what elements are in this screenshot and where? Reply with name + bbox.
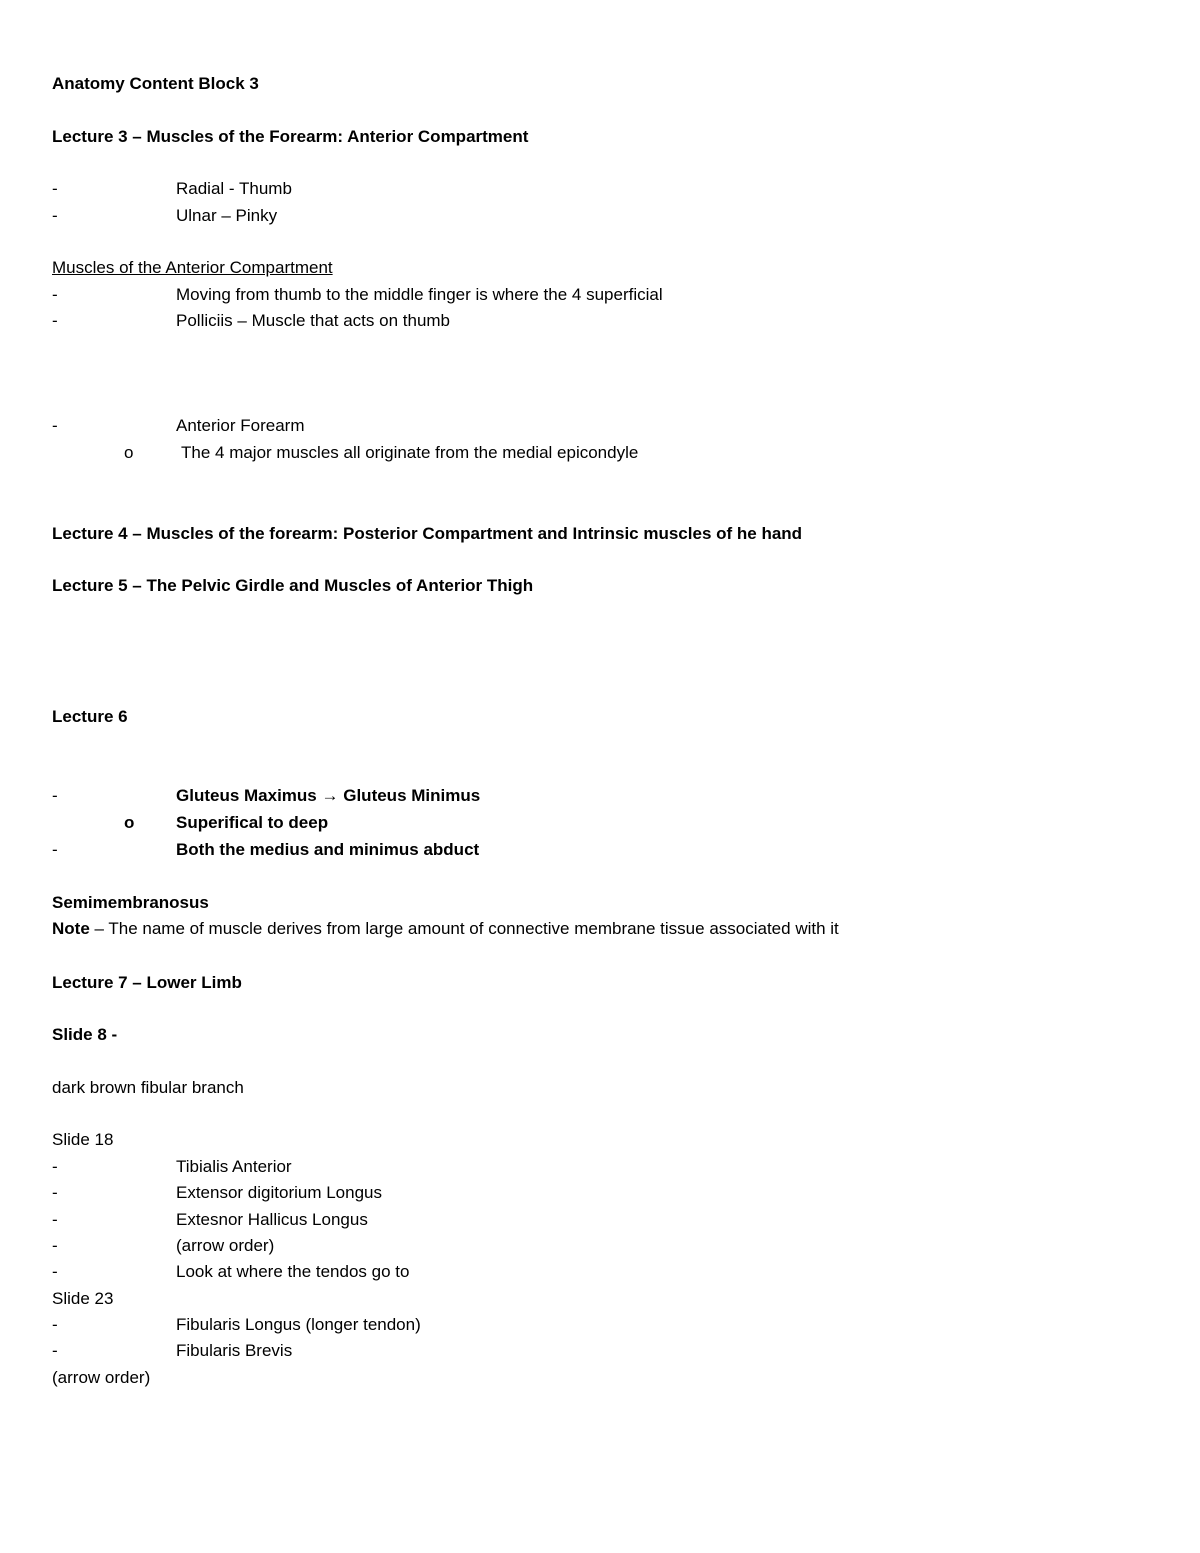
list-item	[0, 786, 1200, 806]
bullet-dash: -	[52, 1341, 58, 1360]
bullet-dash: -	[52, 1315, 58, 1334]
lecture-4-heading: Lecture 4 – Muscles of the forearm: Posterior Compartment and Intrinsic muscles of he hand	[52, 524, 803, 543]
gluteus-minimus-text: Gluteus Minimus	[343, 786, 481, 805]
list-item	[0, 1157, 1200, 1177]
document-title: Anatomy Content Block 3	[52, 74, 259, 93]
bullet-dash: -	[52, 1236, 58, 1255]
list-item-text: Ulnar – Pinky	[176, 206, 278, 225]
list-item-text: The 4 major muscles all originate from the medial epicondyle	[181, 443, 639, 462]
section-subheading: Muscles of the Anterior Compartment	[52, 258, 333, 277]
lecture-3-heading: Lecture 3 – Muscles of the Forearm: Anterior Compartment	[52, 127, 529, 146]
note-text: – The name of muscle derives from large amount of connective membrane tissue associated with it	[89, 919, 839, 938]
lecture-5-heading: Lecture 5 – The Pelvic Girdle and Muscles of Anterior Thigh	[52, 576, 534, 595]
list-item	[0, 285, 1200, 305]
list-item	[0, 1341, 1200, 1361]
bullet-dash: -	[52, 1157, 58, 1176]
note-line	[52, 919, 839, 939]
arrow-right-icon: →	[321, 786, 339, 805]
bullet-dash: -	[52, 311, 58, 330]
list-item	[0, 1262, 1200, 1282]
list-item	[0, 416, 1200, 436]
list-item-text: (arrow order)	[176, 1236, 275, 1255]
semimembranosus-heading: Semimembranosus	[52, 893, 209, 912]
gluteus-maximus-text: Gluteus Maximus	[176, 786, 317, 805]
list-item-text: Radial - Thumb	[176, 179, 292, 198]
list-item-text: Look at where the tendos go to	[176, 1262, 410, 1281]
list-item-text: Fibularis Longus (longer tendon)	[176, 1315, 421, 1334]
list-item-text: Moving from thumb to the middle finger is where the 4 superficial	[176, 285, 663, 304]
list-item	[0, 1210, 1200, 1230]
bullet-dash: -	[52, 179, 58, 198]
list-item	[0, 1183, 1200, 1203]
slide-18-heading: Slide 18	[52, 1130, 114, 1149]
list-item-text: Anterior Forearm	[176, 416, 305, 435]
list-item-text: Both the medius and minimus abduct	[176, 840, 480, 859]
bullet-dash: -	[52, 416, 58, 435]
slide-23-heading: Slide 23	[52, 1289, 114, 1308]
bullet-dash: -	[52, 840, 58, 859]
slide-8-text: dark brown fibular branch	[52, 1078, 244, 1097]
list-item	[0, 206, 1200, 226]
list-item	[0, 1315, 1200, 1335]
list-item-text: Extesnor Hallicus Longus	[176, 1210, 368, 1229]
bullet-circle: o	[124, 443, 134, 462]
list-item-text: Tibialis Anterior	[176, 1157, 292, 1176]
list-item	[0, 1236, 1200, 1256]
bullet-dash: -	[52, 1262, 58, 1281]
lecture-7-heading: Lecture 7 – Lower Limb	[52, 973, 242, 992]
lecture-6-heading: Lecture 6	[52, 707, 128, 726]
list-item-text: Fibularis Brevis	[176, 1341, 293, 1360]
bullet-dash: -	[52, 786, 58, 805]
note-label: Note	[52, 919, 90, 938]
bullet-circle: o	[124, 813, 135, 832]
list-item-text: Extensor digitorium Longus	[176, 1183, 383, 1202]
list-item	[0, 840, 1200, 860]
bullet-dash: -	[52, 285, 58, 304]
bullet-dash: -	[52, 1210, 58, 1229]
final-note: (arrow order)	[52, 1368, 151, 1387]
list-item	[0, 311, 1200, 331]
list-subitem	[0, 443, 1200, 463]
list-item-text	[176, 786, 480, 806]
bullet-dash: -	[52, 1183, 58, 1202]
list-item	[0, 179, 1200, 199]
list-item-text: Superifical to deep	[176, 813, 329, 832]
slide-8-heading: Slide 8 -	[52, 1025, 118, 1044]
list-subitem	[0, 813, 1200, 833]
bullet-dash: -	[52, 206, 58, 225]
list-item-text: Polliciis – Muscle that acts on thumb	[176, 311, 451, 330]
